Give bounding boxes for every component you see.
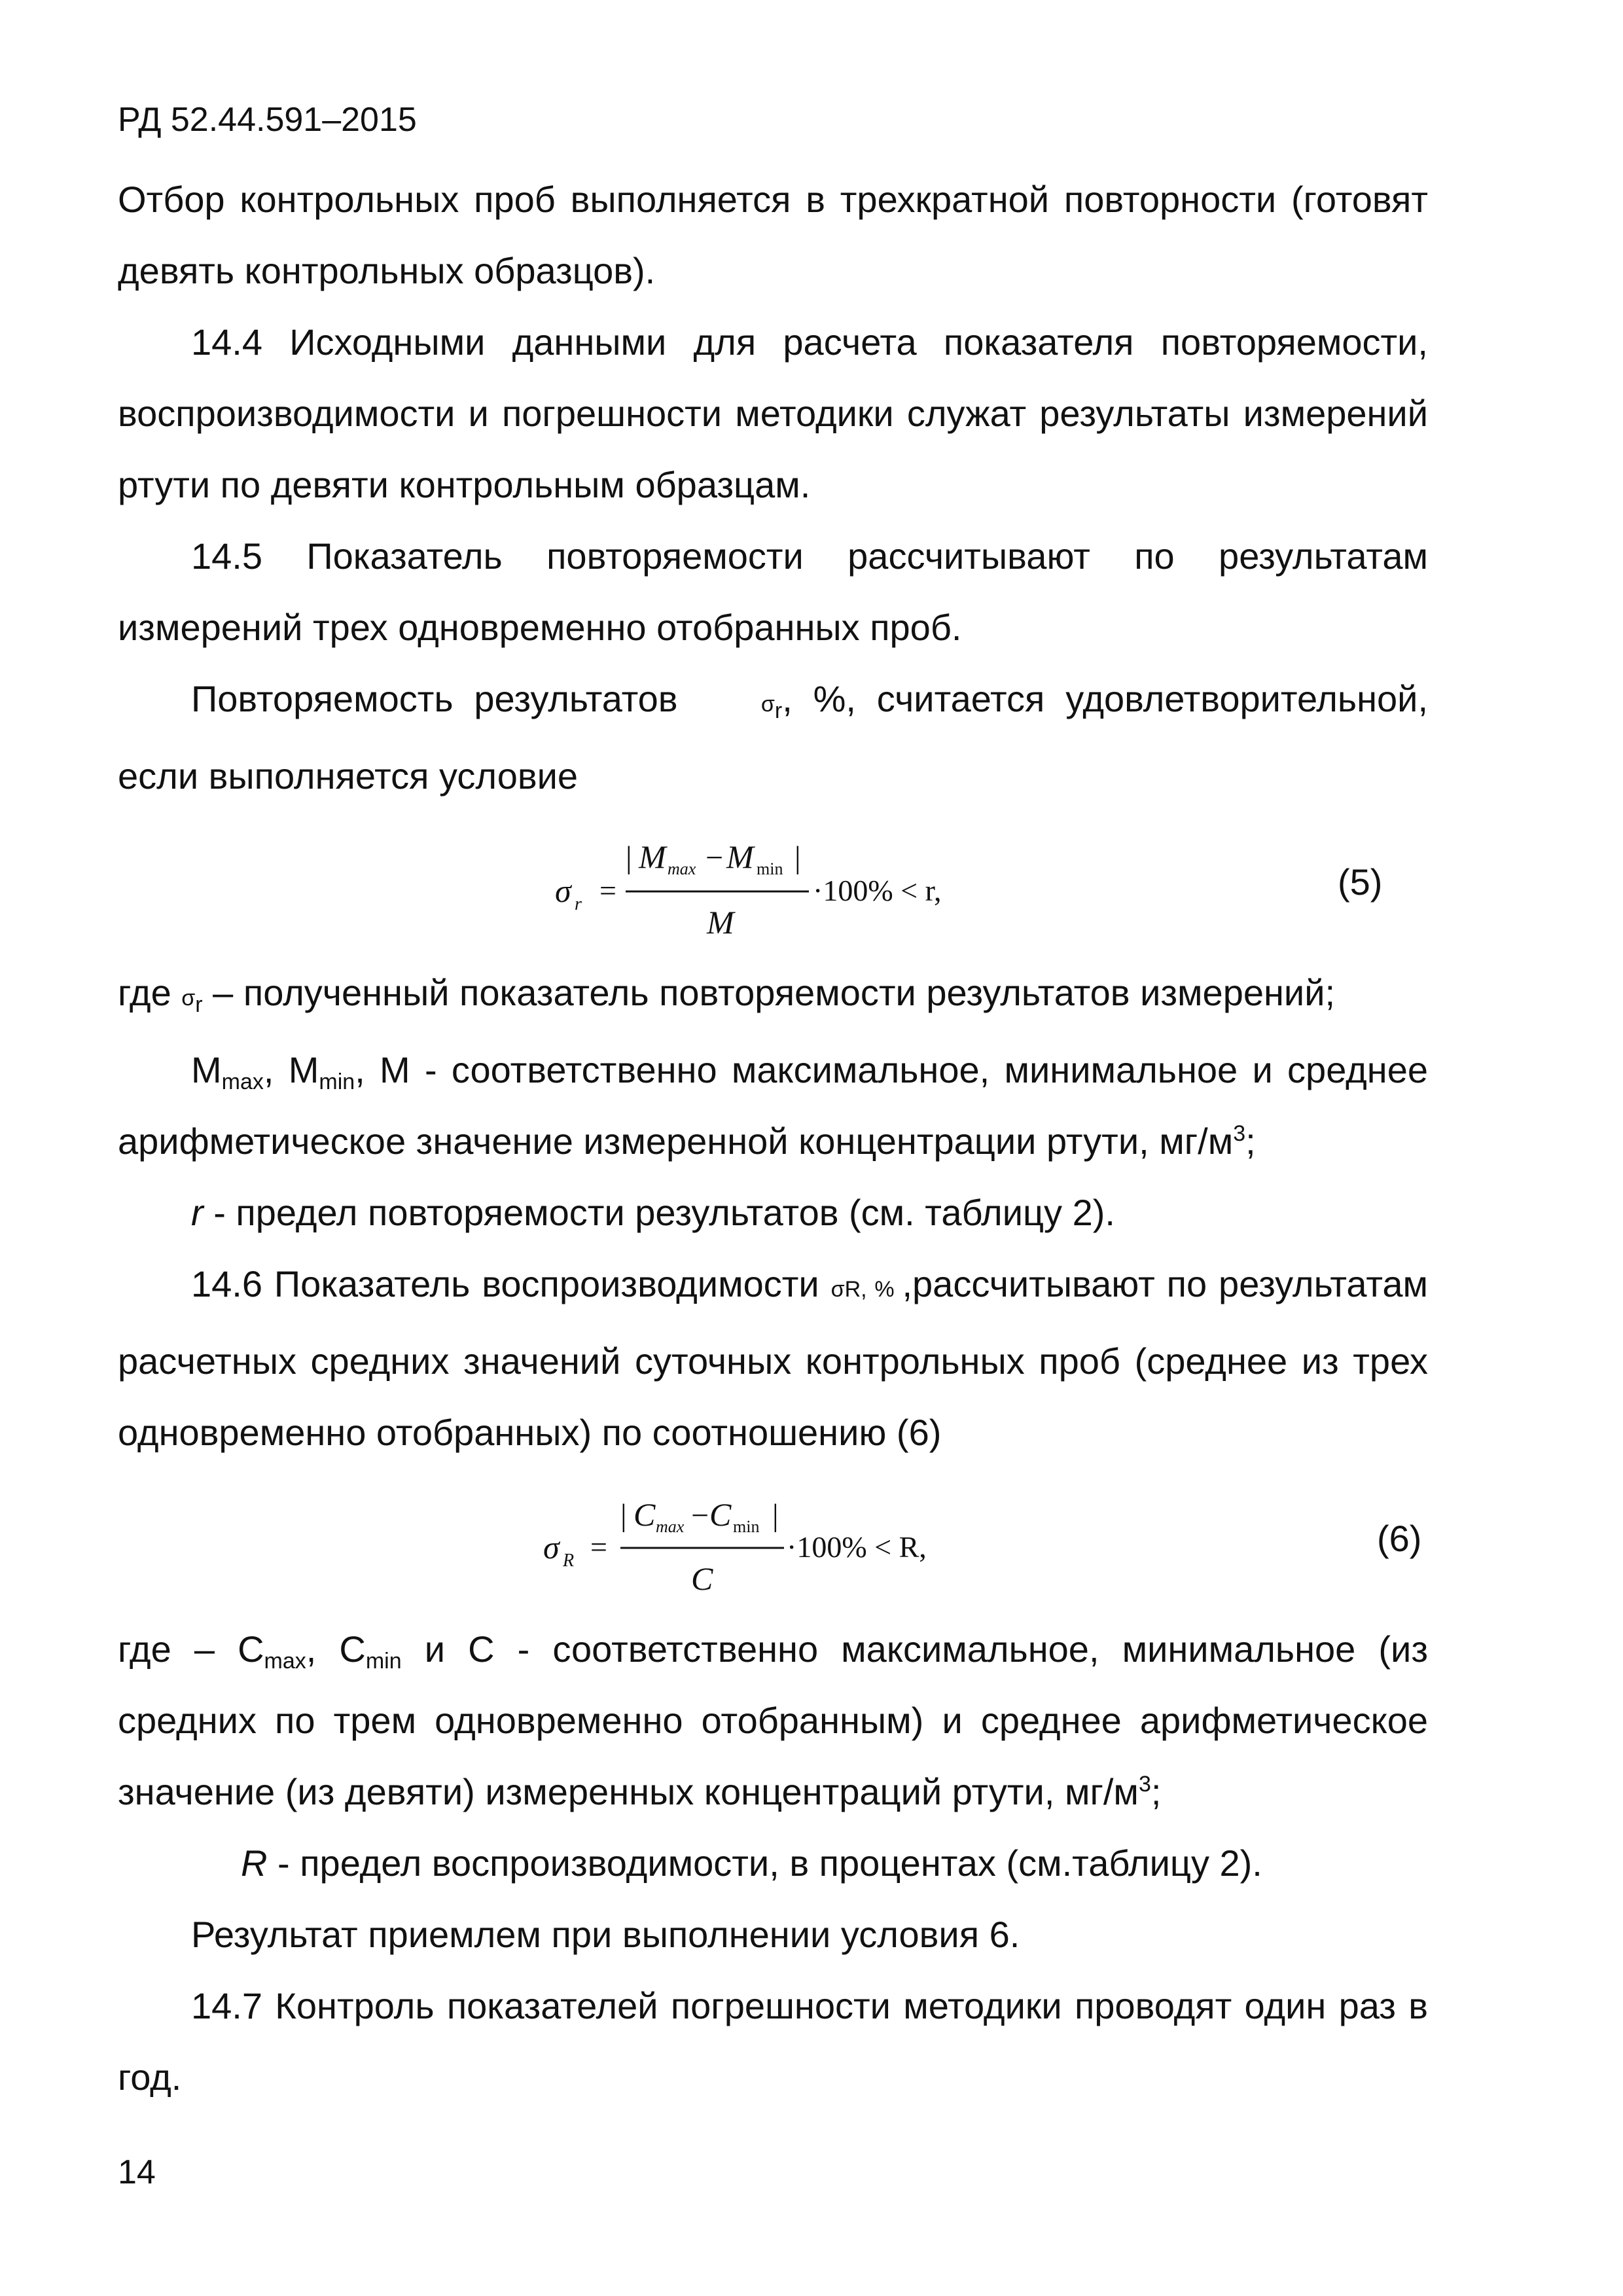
formula-denominator: M [707,904,734,941]
subscript: R [844,1277,861,1302]
sigma-symbol: σ [760,692,775,717]
formula-lhs-sub: R [563,1551,575,1571]
subscript: min [365,1649,402,1674]
document-code: РД 52.44.591–2015 [118,101,417,139]
paragraph-14-6 [118,1248,1428,1468]
formula-lhs: σ [555,872,571,909]
formula-term1-sub: max [668,859,696,878]
formula-tail: ·100% < R, [787,1530,927,1564]
formula-equals: = [599,874,616,907]
paragraph-repeatability-condition [118,663,1428,812]
text: - предел повторяемости результатов (см. таблицу 2). [203,1192,1115,1233]
paragraph-r-definition [118,1177,1428,1248]
formula-lhs-sub: r [575,894,582,914]
formula-tail: ·100% < r, [813,874,942,907]
paragraph-14-4: 14.4 Исходными данными для расчета показателя повторяемости, воспроизводимости и погрешности методики служат результаты измерений ртути по девяти контрольным образцам. [118,321,1428,505]
paragraph-c-definitions [118,1613,1428,1827]
formula-numerator-term1: C [633,1496,656,1533]
equation-number: (6) [1377,1518,1422,1559]
percent-sign: , % [861,1277,902,1302]
paragraph-where-sigma-r [118,957,1428,1034]
text: где [118,972,171,1013]
formula-denominator: C [691,1560,713,1597]
formula-minus: − [705,840,724,875]
text: Повторяемость результатов [191,678,678,719]
paragraph-R-definition [118,1827,1428,1899]
paragraph-m-definitions [118,1034,1428,1177]
sigma-symbol: σ [830,1277,845,1302]
text: где – C [118,1628,264,1670]
page-body [118,164,1428,2113]
text: – полученный показатель повторяемости результатов измерений; [202,972,1336,1013]
text: 14.6 Показатель воспроизводимости [191,1263,819,1304]
formula-term2-sub: min [757,859,783,878]
text: и C - соответственно максимальное, минимальное (из средних по трем одновременно отобранным) и среднее арифметическое значение (из девяти) измеренных концентраций ртути, мг/м [118,1628,1429,1812]
formula-lhs: σ [543,1529,560,1566]
superscript: 3 [1233,1121,1246,1146]
subscript: min [319,1069,355,1094]
formula-abs-right: | [772,1498,779,1533]
subscript: r [774,698,783,723]
formula-minus: − [691,1498,709,1533]
paragraph-sampling: Отбор контрольных проб выполняется в трехкратной повторности (готовят девять контрольных образцов). [118,179,1428,291]
formula-6 [118,1468,1428,1613]
text: M [191,1049,222,1090]
formula-abs-left: | [626,840,632,875]
formula-numerator-term1: M [639,838,666,875]
text: ; [1245,1121,1256,1162]
text: - предел воспроизводимости, в процентах (см.таблицу 2). [267,1842,1262,1884]
paragraph-14-5: 14.5 Показатель повторяемости рассчитывают по результатам измерений трех одновременно отобранных проб. [118,535,1428,648]
variable: r [191,1192,204,1233]
page-number: 14 [118,2153,156,2191]
formula-5 [118,812,1428,957]
sigma-symbol: σ [181,986,196,1011]
formula-term1-sub: max [656,1517,685,1536]
superscript: 3 [1138,1772,1151,1797]
paragraph-acceptance: Результат приемлем при выполнении условия 6. [191,1914,1020,1955]
variable: R [241,1842,268,1884]
formula-equals: = [590,1530,607,1564]
subscript: r [195,992,203,1017]
formula-5-expression [118,812,1428,957]
subscript: max [221,1069,264,1094]
text: , M [263,1049,319,1090]
text: ,рассчитывают по результатам расчетных средних значений суточных контрольных проб (среднее из трех одновременно отобранных) по соотношению (6) [118,1263,1429,1453]
formula-term2-sub: min [733,1517,760,1536]
text: ; [1150,1771,1162,1812]
formula-numerator-term2: M [726,838,754,875]
subscript: max [264,1649,306,1674]
text: , %, считается удовлетворительной, если выполняется условие [118,678,1428,797]
formula-abs-left: | [620,1498,627,1533]
paragraph-14-7: 14.7 Контроль показателей погрешности методики проводят один раз в год. [118,1985,1428,2098]
text: , C [306,1628,366,1670]
text: , M - соответственно максимальное, минимальное и среднее арифметическое значение измеренной концентрации ртути, мг/м [118,1049,1428,1162]
formula-numerator-term2: C [709,1496,732,1533]
equation-number: (5) [1338,861,1383,903]
formula-6-expression [118,1468,1428,1613]
formula-abs-right: | [794,840,801,875]
